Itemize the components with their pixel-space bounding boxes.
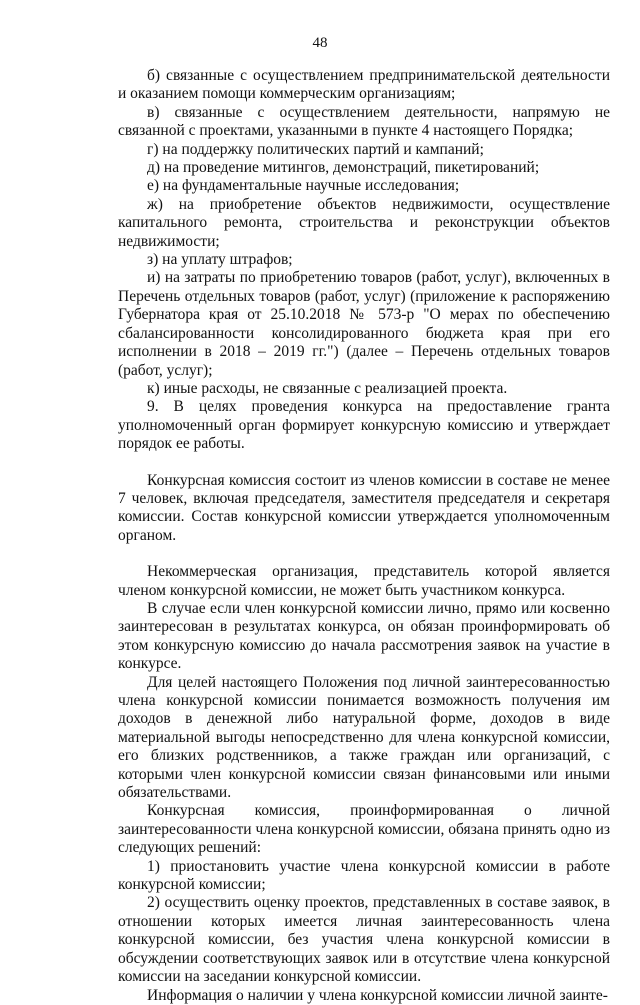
paragraph-item-zh: ж) на приобретение объектов недвижимости, осуществление капитального ремонта, строительства и реконструкции объектов недвижимости; — [118, 195, 610, 250]
paragraph-item-b: б) связанные с осуществлением предпринимательской деятельности и оказанием помощи коммерческим организациям; — [118, 67, 610, 103]
paragraph-item-k: к) иные расходы, не связанные с реализацией проекта. — [147, 379, 508, 397]
paragraph-item-g: г) на поддержку политических партий и кампаний; — [147, 140, 484, 158]
page-number: 48 — [312, 35, 328, 51]
paragraph-section-9: 9. В целях проведения конкурса на предоставление гранта уполномоченный орган формирует конкурсную комиссию и утверждает порядок ее работы. — [118, 398, 610, 453]
paragraph-item-v: в) связанные с осуществлением деятельности, напрямую не связанной с проектами, указанными в пункте 4 настоящего Порядка; — [118, 103, 610, 140]
document-body — [118, 67, 610, 1005]
paragraph-conflict-notice: В случае если член конкурсной комиссии лично, прямо или косвенно заинтересован в результатах конкурса, он обязан проинформировать об этом конкурсную комиссию до начала рассмотрения заявок на участие в конкурсе. — [118, 599, 610, 673]
paragraph-item-i: и) на затраты по приобретению товаров (работ, услуг), включенных в Перечень отдельных товаров (работ, услуг) (приложение к распоряжению Губернатора края от 25.10.2018 № 573-р "О мерах по обеспечению сбалансированности консолидированного бюджета края при его исполнении в 2018 – 2019 гг.") (далее – Перечень отдельных товаров (работ, услуг); — [118, 269, 610, 379]
paragraph-interest-information: Информация о наличии у члена конкурсной комиссии личной заинте- — [147, 986, 608, 1004]
paragraph-item-e: е) на фундаментальные научные исследования; — [147, 177, 460, 195]
paragraph-interest-definition: Для целей настоящего Положения под личной заинтересованностью члена конкурсной комиссии понимается возможность получения им доходов в денежной либо натуральной форме, доходов в виде материальной выгоды непосредственно для члена конкурсной комиссии, его близких родственников, а также граждан или организаций, с которыми член конкурсной комиссии связан финансовыми или иными обязательствами. — [118, 673, 610, 802]
paragraph-decision-2: 2) осуществить оценку проектов, представленных в составе заявок, в отношении которых имеется личная заинтересованность члена конкурсной комиссии, без участия члена конкурсной комиссии в обсуждении соответствующих заявок или в отсутствие члена конкурсной комиссии на заседании конкурсной комиссии. — [118, 894, 610, 986]
paragraph-item-d: д) на проведение митингов, демонстраций, пикетирований; — [147, 159, 540, 177]
paragraph-item-z: з) на уплату штрафов; — [147, 251, 293, 269]
paragraph-commission-composition: Конкурсная комиссия состоит из членов комиссии в составе не менее 7 человек, включая председателя, заместителя председателя и секретаря комиссии. Состав конкурсной комиссии утверждается уполномоченным органом. — [118, 471, 610, 544]
paragraph-member-restriction: Некоммерческая организация, представитель которой является членом конкурсной комиссии, не может быть участником конкурса. — [118, 563, 610, 599]
paragraph-decision-1: 1) приостановить участие члена конкурсной комиссии в работе конкурсной комиссии; — [118, 857, 610, 894]
paragraph-commission-decision: Конкурсная комиссия, проинформированная о личной заинтересованности члена конкурсной комиссии, обязана принять одно из следующих решений: — [118, 802, 610, 857]
